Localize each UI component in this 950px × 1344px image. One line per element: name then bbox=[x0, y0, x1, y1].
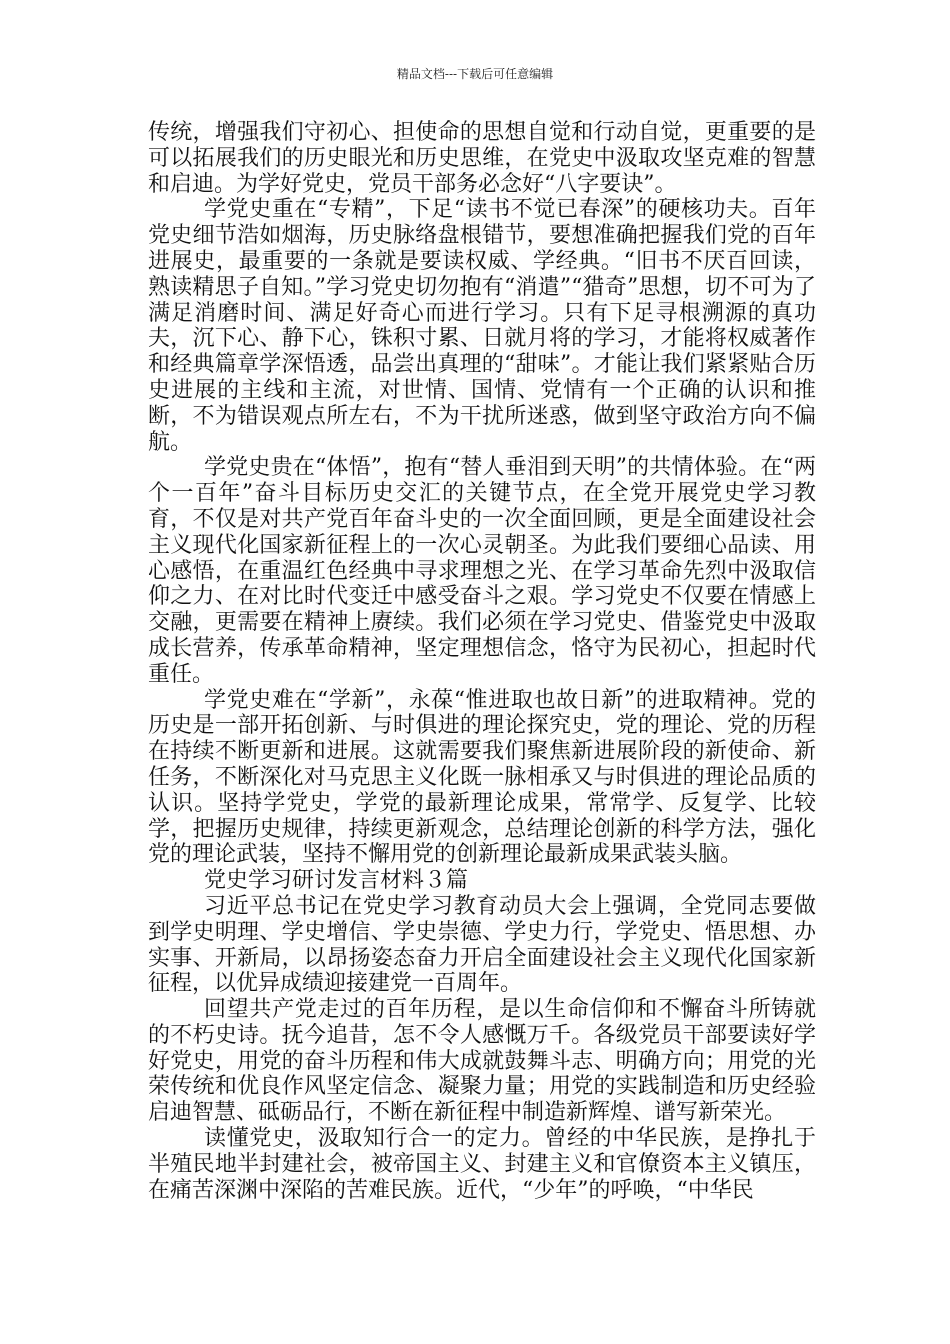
document-body bbox=[148, 120, 816, 1203]
paragraph: 学党史贵在“体悟”，抱有“替人垂泪到天明”的共情体验。在“两个一百年”奋斗目标历史交汇的关键节点，在全党开展党史学习教育，不仅是对共产党百年奋斗史的一次全面回顾，更是全面建设社会主义现代化国家新征程上的一次心灵朝圣。为此我们要细心品读、用心感悟，在重温红色经典中寻求理想之光、在学习革命先烈中汲取信仰之力、在对比时代变迁中感受奋斗之艰。学习党史不仅要在情感上交融，更需要在精神上赓续。我们必须在学习党史、借鉴党史中汲取成长营养，传承革命精神，坚定理想信念，恪守为民初心，担起时代重任。 bbox=[148, 455, 816, 687]
paragraph: 回望共产党走过的百年历程，是以生命信仰和不懈奋斗所铸就的不朽史诗。抚今追昔，怎不令人感慨万千。各级党员干部要读好学好党史，用党的奋斗历程和伟大成就鼓舞斗志、明确方向；用党的光荣传统和优良作风坚定信念、凝聚力量；用党的实践制造和历史经验启迪智慧、砥砺品行，不断在新征程中制造新辉煌、谱写新荣光。 bbox=[148, 997, 816, 1126]
paragraph: 习近平总书记在党史学习教育动员大会上强调，全党同志要做到学史明理、学史增信、学史崇德、学史力行，学党史、悟思想、办实事、开新局，以昂扬姿态奋力开启全面建设社会主义现代化国家新征程，以优异成绩迎接建党一百周年。 bbox=[148, 893, 816, 997]
section-title: 党史学习研讨发言材料３篇 bbox=[204, 868, 469, 894]
paragraph: 读懂党史，汲取知行合一的定力。曾经的中华民族，是挣扎于半殖民地半封建社会，被帝国主义、封建主义和官僚资本主义镇压，在痛苦深渊中深陷的苦难民族。近代，“少年”的呼唤，“中华民 bbox=[148, 1126, 816, 1203]
page-header: 精品文档---下载后可任意编辑 bbox=[396, 67, 554, 81]
paragraph: 学党史重在“专精”，下足“读书不觉已春深”的硬核功夫。百年党史细节浩如烟海，历史脉络盘根错节，要想准确把握我们党的百年进展史，最重要的一条就是要读权威、学经典。“旧书不厌百回读，熟读精思子自知。”学习党史切勿抱有“消遣”“猎奇”思想，切不可为了满足消磨时间、满足好奇心而进行学习。只有下足寻根溯源的真功夫，沉下心、静下心，铢积寸累、日就月将的学习，才能将权威著作和经典篇章学深悟透，品尝出真理的“甜味”。才能让我们紧紧贴合历史进展的主线和主流，对世情、国情、党情有一个正确的认识和推断，不为错误观点所左右，不为干扰所迷惑，做到坚守政治方向不偏航。 bbox=[148, 197, 816, 455]
paragraph: 传统，增强我们守初心、担使命的思想自觉和行动自觉，更重要的是可以拓展我们的历史眼光和历史思维，在党史中汲取攻坚克难的智慧和启迪。为学好党史，党员干部务必念好“八字要诀”。 bbox=[148, 120, 816, 197]
paragraph: 学党史难在“学新”，永葆“惟进取也故日新”的进取精神。党的历史是一部开拓创新、与时俱进的理论探究史，党的理论、党的历程在持续不断更新和进展。这就需要我们聚焦新进展阶段的新使命、新任务，不断深化对马克思主义化既一脉相承又与时俱进的理论品质的认识。坚持学党史，学党的最新理论成果，常常学、反复学、比较学，把握历史规律，持续更新观念，总结理论创新的科学方法，强化党的理论武装，坚持不懈用党的创新理论最新成果武装头脑。 bbox=[148, 687, 816, 868]
